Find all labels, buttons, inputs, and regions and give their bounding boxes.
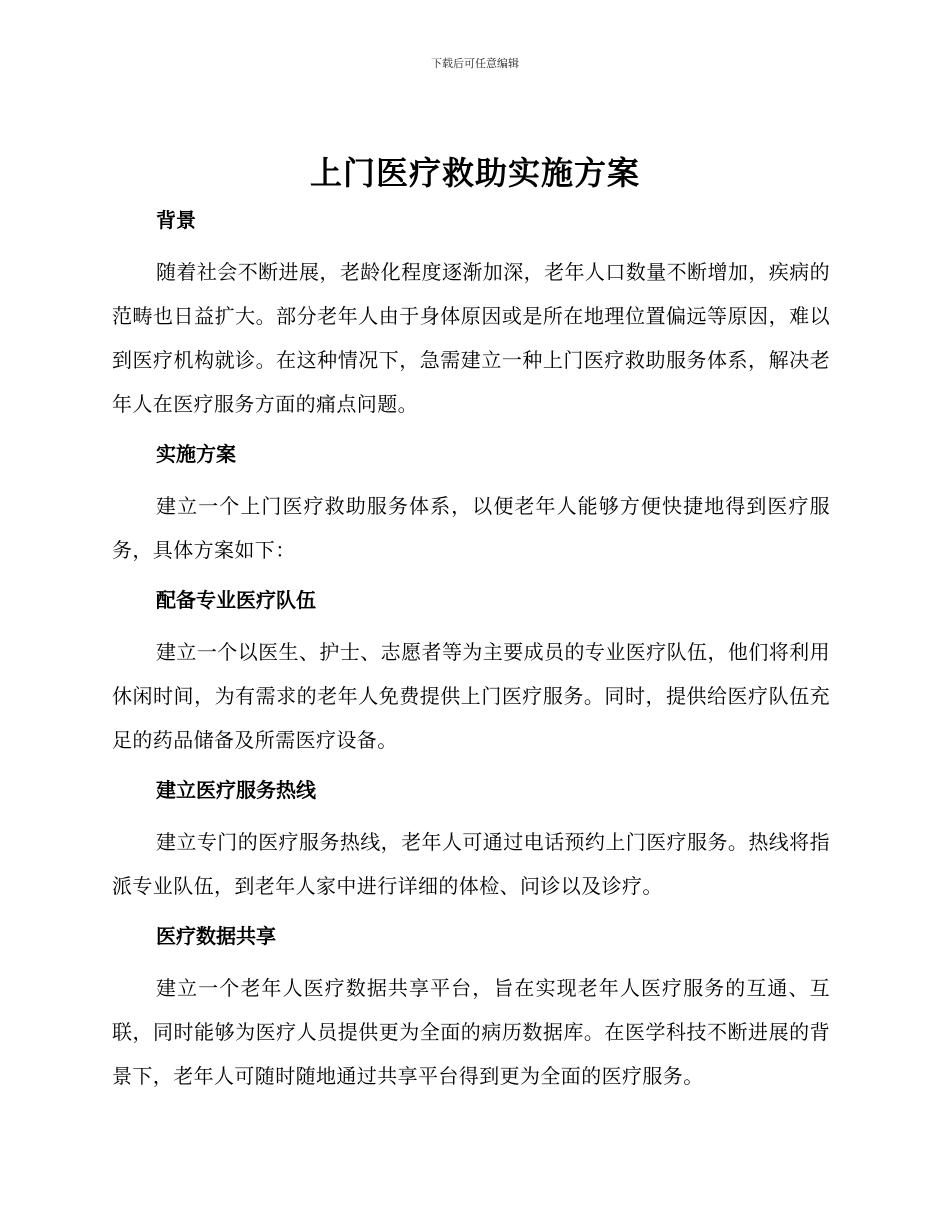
- section-paragraph-plan: 建立一个上门医疗救助服务体系，以便老年人能够方便快捷地得到医疗服务，具体方案如下：: [112, 494, 830, 562]
- section-heading-hotline: 建立医疗服务热线: [156, 778, 316, 802]
- section-heading-data-sharing: 医疗数据共享: [156, 924, 276, 948]
- section-paragraph-medical-team: 建立一个以医生、护士、志愿者等为主要成员的专业医疗队伍，他们将利用休闲时间，为有需求的老年人免费提供上门医疗服务。同时，提供给医疗队伍充足的药品储备及所需医疗设备。: [112, 640, 830, 752]
- header-note: 下载后可任意编辑: [431, 57, 519, 70]
- section-paragraph-background: 随着社会不断进展，老龄化程度逐渐加深，老年人口数量不断增加，疾病的范畴也日益扩大。部分老年人由于身体原因或是所在地理位置偏远等原因，难以到医疗机构就诊。在这种情况下，急需建立一种上门医疗救助服务体系，解决老年人在医疗服务方面的痛点问题。: [112, 260, 830, 416]
- document-body: [112, 200, 830, 1098]
- section-paragraph-data-sharing: 建立一个老年人医疗数据共享平台，旨在实现老年人医疗服务的互通、互联，同时能够为医疗人员提供更为全面的病历数据库。在医学科技不断进展的背景下，老年人可随时随地通过共享平台得到更为全面的医疗服务。: [112, 976, 830, 1088]
- section-heading-medical-team: 配备专业医疗队伍: [156, 588, 316, 612]
- section-heading-plan: 实施方案: [156, 442, 236, 466]
- section-heading-background: 背景: [156, 208, 196, 232]
- section-paragraph-hotline: 建立专门的医疗服务热线，老年人可通过电话预约上门医疗服务。热线将指派专业队伍，到老年人家中进行详细的体检、问诊以及诊疗。: [112, 830, 830, 898]
- document-title: 上门医疗救助实施方案: [309, 154, 640, 192]
